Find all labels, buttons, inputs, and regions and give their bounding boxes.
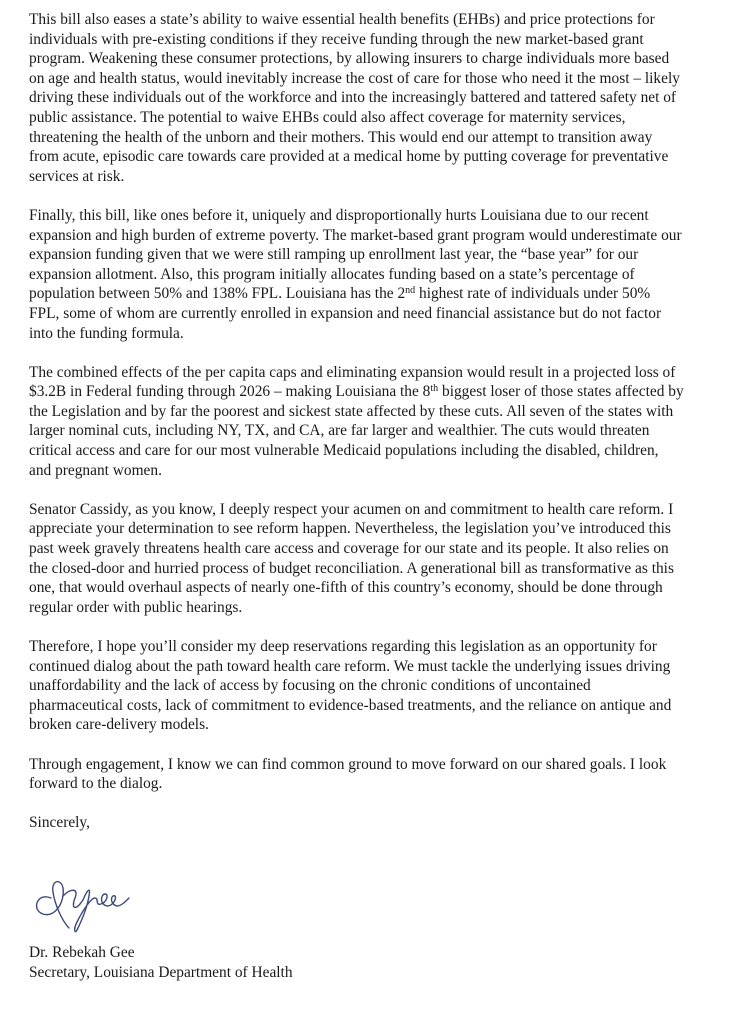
- text-line: one, that would overhaul aspects of nearly one-fifth of this country’s economy, should be done through: [29, 579, 663, 597]
- text-line: unaffordability and the lack of access by focusing on the chronic conditions of uncontained: [29, 677, 591, 695]
- text-line: driving these individuals out of the workforce and into the increasingly battered and tattered safety net of: [29, 89, 677, 107]
- paragraph-reservations: [29, 637, 729, 735]
- text-line: critical access and care for our most vulnerable Medicaid populations including the disabled, children,: [29, 442, 659, 460]
- text-line: and pregnant women.: [29, 461, 162, 479]
- text-line: past week gravely threatens health care access and coverage for our state and its people. It also relies on: [29, 540, 669, 558]
- text-line: the closed-door and hurried process of budget reconciliation. A generational bill as transformative as this: [29, 559, 674, 577]
- text-line: on age and health status, would inevitably increase the cost of care for those who need it the most – likely: [29, 69, 680, 87]
- text-line: The combined effects of the per capita caps and eliminating expansion would result in a projected loss of: [29, 363, 676, 381]
- text-segment: highest rate of individuals under 50%: [415, 285, 651, 303]
- text-segment: population between 50% and 138% FPL. Louisiana has the 2: [29, 285, 406, 303]
- text-line: into the funding formula.: [29, 324, 184, 342]
- paragraph-ehb-waivers: [29, 10, 729, 186]
- text-segment: $3.2B in Federal funding through 2026 – making Louisiana the 8: [29, 383, 431, 401]
- text-line-with-ordinal: [29, 382, 729, 402]
- text-line-with-ordinal: [29, 284, 729, 304]
- text-line: pharmaceutical costs, lack of commitment to evidence-based treatments, and the reliance on antique and: [29, 696, 672, 714]
- text-line: program. Weakening these consumer protections, by allowing insurers to charge individuals more based: [29, 50, 670, 68]
- text-line: expansion allotment. Also, this program initially allocates funding based on a state’s percentage of: [29, 265, 635, 283]
- text-line: Senator Cassidy, as you know, I deeply respect your acumen on and commitment to health care reform. I: [29, 500, 674, 518]
- paragraph-engagement: [29, 755, 729, 794]
- text-line: larger nominal cuts, including NY, TX, and CA, are far larger and wealthier. The cuts would threaten: [29, 422, 650, 440]
- text-line: Therefore, I hope you’ll consider my deep reservations regarding this legislation as an opportunity for: [29, 638, 657, 655]
- text-line: individuals with pre-existing conditions if they receive funding through the new market-based grant: [29, 30, 644, 48]
- text-line: threatening the health of the unborn and their mothers. This would end our attempt to transition away: [29, 128, 653, 146]
- ordinal-suffix: nd: [405, 285, 416, 297]
- closing-salutation: Sincerely,: [29, 814, 90, 832]
- signer-name: Dr. Rebekah Gee: [29, 944, 135, 961]
- text-line: forward to the dialog.: [29, 775, 163, 793]
- text-segment: biggest loser of those states affected by: [438, 383, 684, 401]
- text-line: expansion funding given that we were still ramping up enrollment last year, the “base year” for our: [29, 246, 639, 264]
- text-line: expansion and high burden of extreme poverty. The market-based grant program would underestimate our: [29, 226, 682, 244]
- text-line: services at risk.: [29, 167, 125, 185]
- paragraph-senator-cassidy: [29, 500, 729, 618]
- text-line: from acute, episodic care towards care provided at a medical home by putting coverage for preventative: [29, 148, 669, 166]
- text-line: public assistance. The potential to waive EHBs could also affect coverage for maternity services,: [29, 108, 626, 126]
- text-line: broken care-delivery models.: [29, 716, 209, 734]
- text-line: FPL, some of whom are currently enrolled in expansion and need financial assistance but do not factor: [29, 304, 662, 322]
- text-line: Finally, this bill, like ones before it, uniquely and disproportionally hurts Louisiana due to our recent: [29, 206, 649, 224]
- text-line: the Legislation and by far the poorest and sickest state affected by these cuts. All seven of the states with: [29, 402, 674, 420]
- letter-body: [29, 10, 729, 833]
- signer-block: [29, 943, 293, 982]
- handwritten-signature: [29, 858, 139, 934]
- paragraph-funding-loss: [29, 363, 729, 481]
- text-line: Through engagement, I know we can find common ground to move forward on our shared goals. I look: [29, 755, 667, 773]
- paragraph-louisiana-impact: [29, 206, 729, 343]
- signer-title: Secretary, Louisiana Department of Health: [29, 963, 293, 981]
- text-line: regular order with public hearings.: [29, 598, 243, 616]
- text-line: appreciate your determination to see reform happen. Nevertheless, the legislation you’ve introduced this: [29, 520, 671, 538]
- text-line: continued dialog about the path toward health care reform. We must tackle the underlying issues driving: [29, 657, 671, 675]
- text-line: This bill also eases a state’s ability to waive essential health benefits (EHBs) and price protections for: [29, 11, 655, 28]
- ordinal-suffix: th: [430, 383, 439, 395]
